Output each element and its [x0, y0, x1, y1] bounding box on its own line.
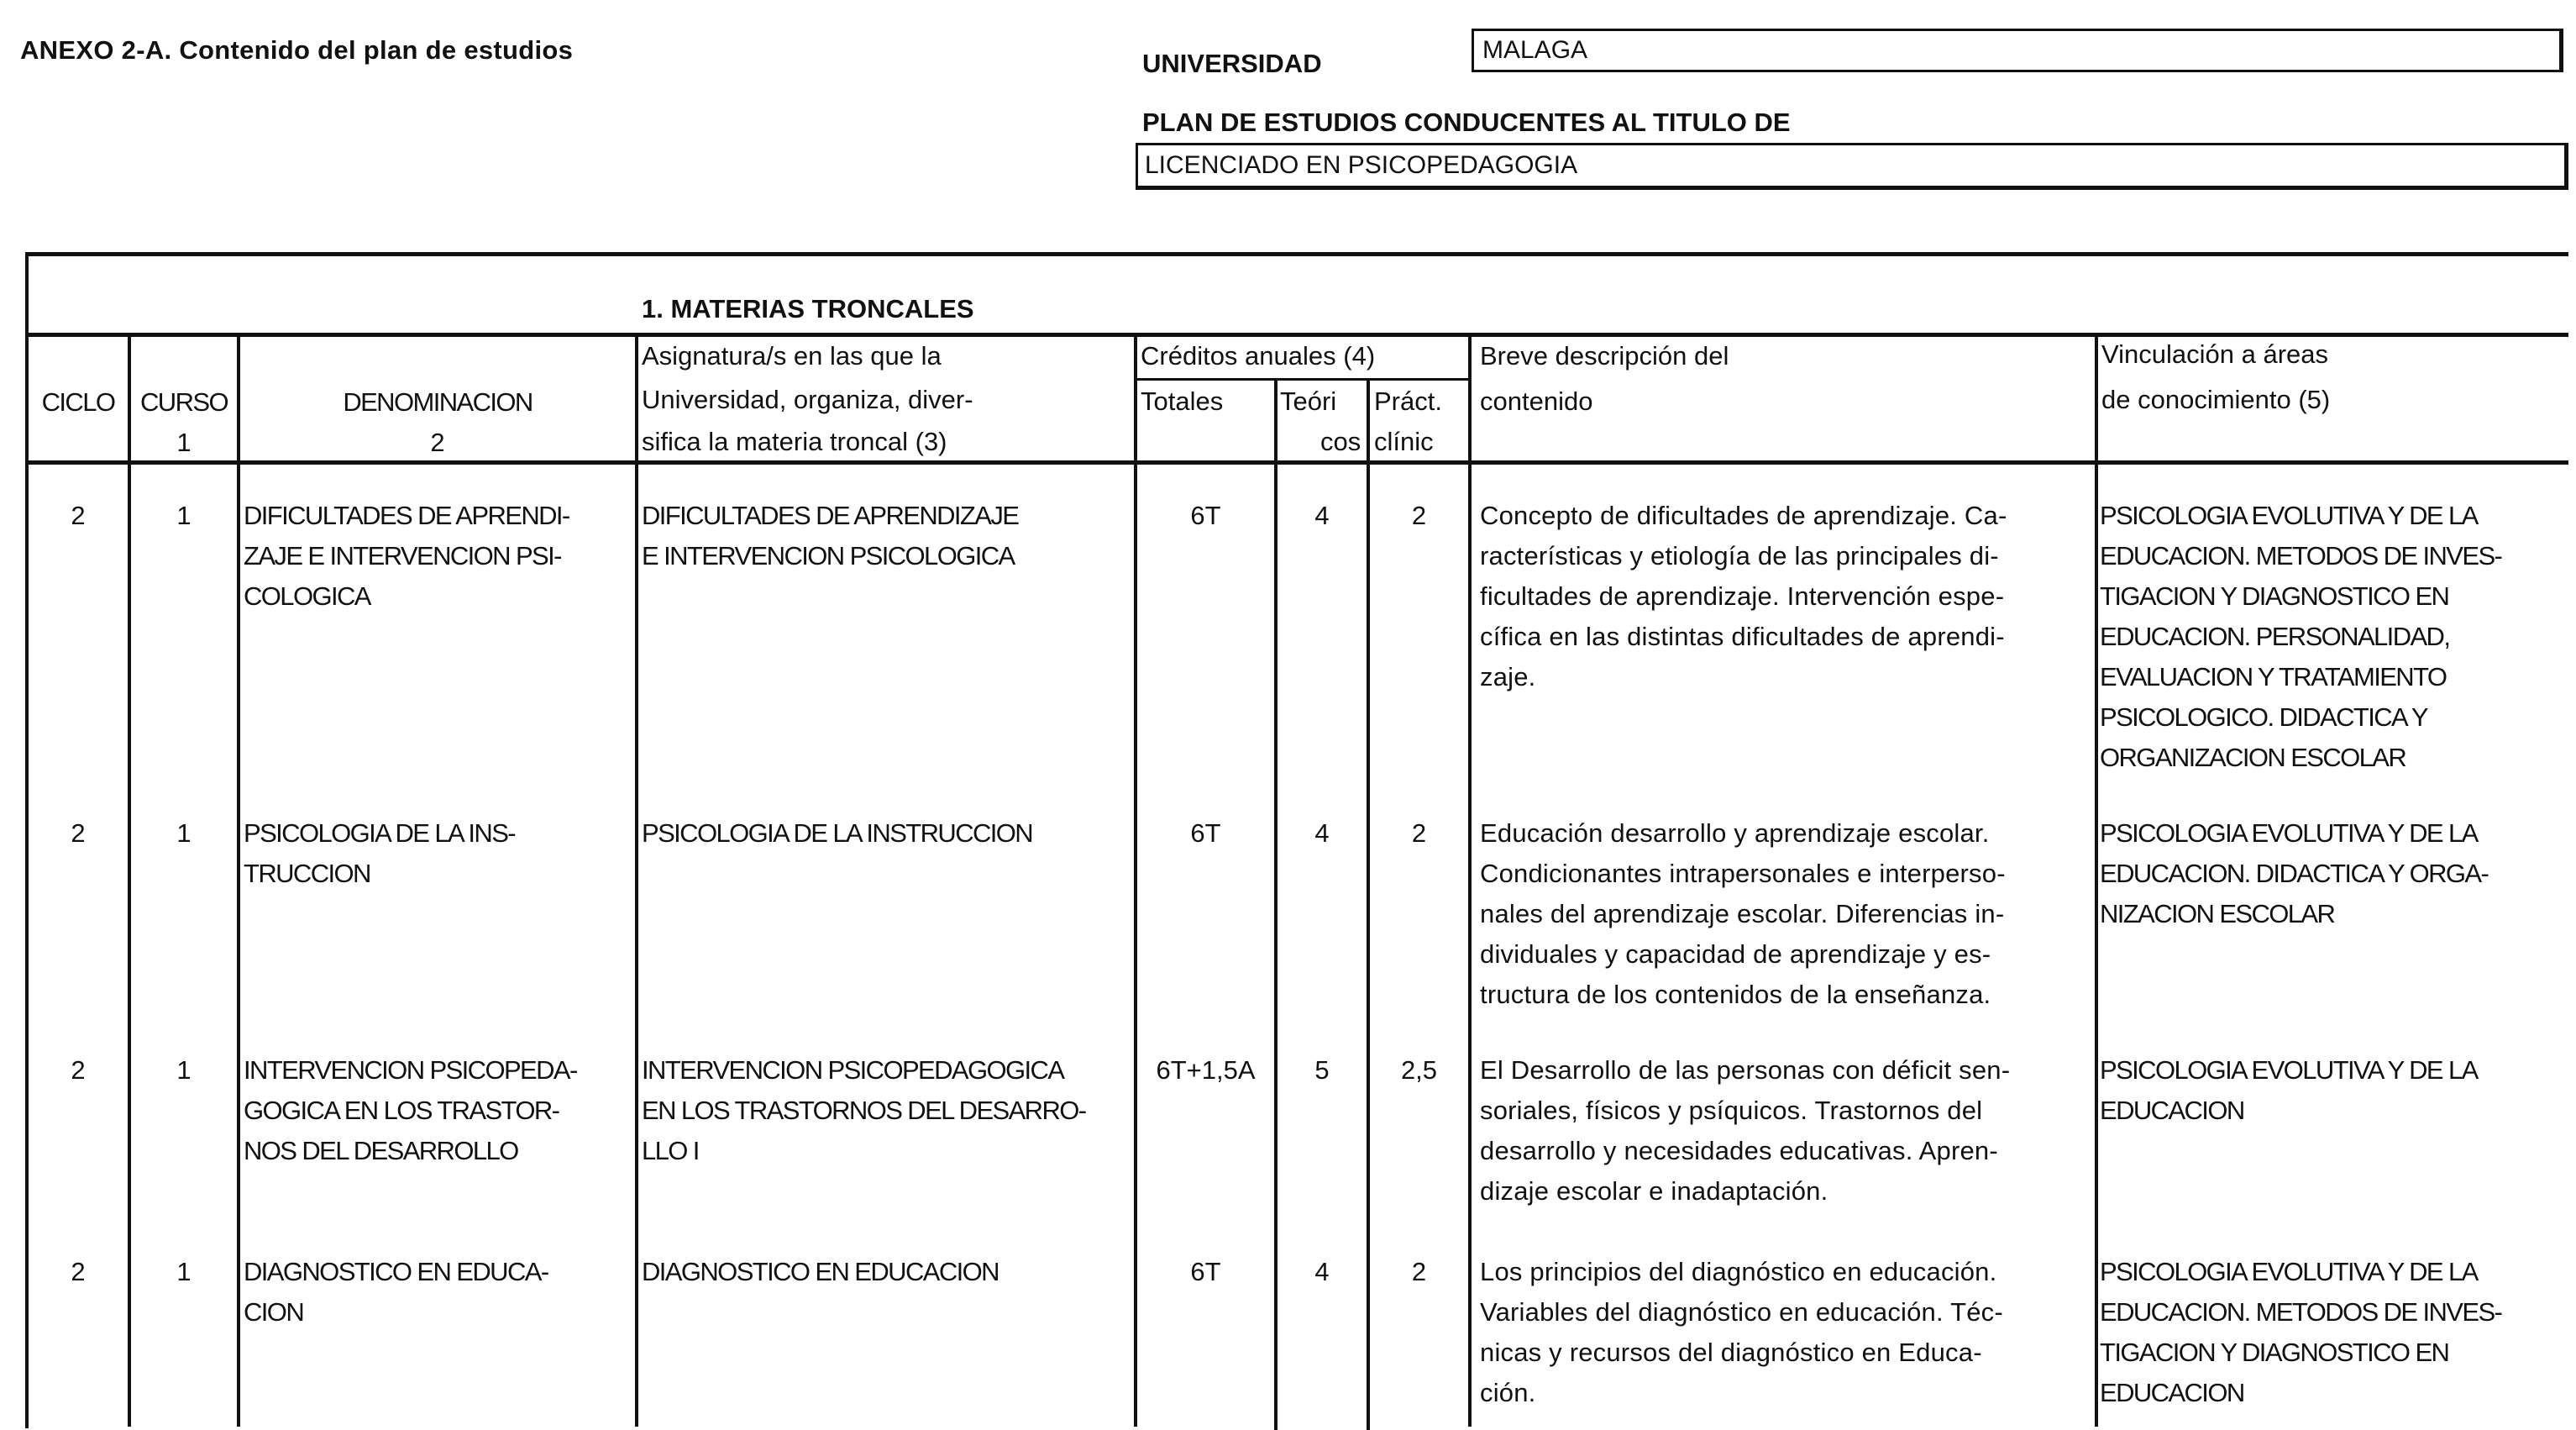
curso-cell: 1 [176, 818, 191, 848]
descripcion-cell-line: El Desarrollo de las personas con déficit sen- [1480, 1055, 2011, 1085]
ciclo-cell: 2 [71, 818, 86, 848]
curso-cell: 1 [176, 1257, 191, 1286]
areas-cell-line: PSICOLOGIA EVOLUTIVA Y DE LA [2100, 818, 2478, 848]
col-header-totales: Totales [1141, 386, 1224, 416]
areas-cell-line: PSICOLOGICO. DIDACTICA Y [2100, 702, 2427, 732]
areas-cell [2100, 813, 2570, 934]
teoricos-cell: 4 [1314, 818, 1330, 848]
denominacion-cell-line: DIFICULTADES DE APRENDI- [244, 501, 569, 530]
university-label: UNIVERSIDAD [1142, 49, 1322, 78]
asignatura-cell [642, 1050, 1132, 1171]
section-title: 1. MATERIAS TRONCALES [642, 294, 974, 323]
denominacion-cell-line: CION [244, 1297, 304, 1327]
areas-cell [2100, 1252, 2570, 1413]
denominacion-cell [244, 1050, 635, 1171]
col-divider-8 [2095, 334, 2098, 1427]
descripcion-cell-line: Condicionantes intrapersonales e interperso- [1480, 859, 2006, 888]
ciclo-cell: 2 [71, 1055, 86, 1085]
asignatura-cell-line: DIFICULTADES DE APRENDIZAJE [642, 501, 1019, 530]
practicos-cell: 2,5 [1400, 1055, 1438, 1085]
areas-cell [2100, 1050, 2570, 1131]
totales-cell: 6T [1190, 1257, 1221, 1286]
ciclo-cell: 2 [71, 501, 86, 530]
descripcion-cell [1480, 496, 2086, 697]
denominacion-cell-line: INTERVENCION PSICOPEDA- [244, 1055, 577, 1085]
asignatura-cell-line: INTERVENCION PSICOPEDAGOGICA [642, 1055, 1064, 1085]
totales-cell: 6T+1,5A [1156, 1055, 1256, 1085]
col-header-practicos-1: Práct. [1374, 386, 1442, 416]
asignatura-cell-line: DIAGNOSTICO EN EDUCACION [642, 1257, 999, 1286]
col-header-breve-2: contenido [1480, 386, 1593, 416]
areas-cell-line: ORGANIZACION ESCOLAR [2100, 743, 2406, 772]
descripcion-cell-line: racterísticas y etiología de las principales di- [1480, 541, 1999, 570]
descripcion-cell-line: soriales, físicos y psíquicos. Trastornos del [1480, 1096, 1983, 1125]
practicos-cell: 2 [1411, 1257, 1427, 1286]
ciclo-cell: 2 [71, 1257, 86, 1286]
curso-cell: 1 [176, 501, 191, 530]
descripcion-cell-line: Educación desarrollo y aprendizaje escolar. [1480, 818, 1990, 848]
asignatura-cell-line: EN LOS TRASTORNOS DEL DESARRO- [642, 1096, 1086, 1125]
descripcion-cell-line: ción. [1480, 1378, 1536, 1407]
col-header-curso-num: 1 [176, 428, 191, 457]
col-divider-2 [237, 334, 240, 1427]
col-header-denominacion-num: 2 [430, 428, 445, 457]
descripcion-cell-line: nicas y recursos del diagnóstico en Educa- [1480, 1338, 1982, 1367]
col-header-creditos: Créditos anuales (4) [1141, 341, 1376, 371]
col-header-curso: CURSO [140, 387, 228, 417]
totales-cell: 6T [1190, 818, 1221, 848]
plan-label: PLAN DE ESTUDIOS CONDUCENTES AL TITULO DE [1142, 108, 1791, 137]
asignatura-cell-line: LLO I [642, 1136, 699, 1165]
col-header-asignatura-1: Asignatura/s en las que la [642, 341, 942, 371]
col-divider-7 [1468, 334, 1472, 1427]
descripcion-cell-line: cífica en las distintas dificultades de aprendi- [1480, 622, 2005, 651]
areas-cell-line: EDUCACION. PERSONALIDAD, [2100, 622, 2450, 651]
asignatura-cell-line: PSICOLOGIA DE LA INSTRUCCION [642, 818, 1033, 848]
areas-cell-line: EDUCACION [2100, 1096, 2244, 1125]
areas-cell-line: PSICOLOGIA EVOLUTIVA Y DE LA [2100, 1055, 2478, 1085]
curso-cell: 1 [176, 1055, 191, 1085]
descripcion-cell-line: dizaje escolar e inadaptación. [1480, 1176, 1828, 1206]
areas-cell [2100, 496, 2570, 778]
annex-title: ANEXO 2-A. Contenido del plan de estudios [20, 35, 574, 65]
col-header-practicos-2: clínic [1374, 427, 1434, 456]
areas-cell-line: EDUCACION. METODOS DE INVES- [2100, 541, 2502, 570]
areas-cell-line: TIGACION Y DIAGNOSTICO EN [2100, 581, 2449, 611]
denominacion-cell-line: NOS DEL DESARROLLO [244, 1136, 518, 1165]
plan-field: LICENCIADO EN PSICOPEDAGOGIA [1136, 143, 2568, 190]
denominacion-cell [244, 813, 635, 894]
col-header-teoricos-2: cos [1320, 427, 1361, 456]
descripcion-cell [1480, 1252, 2086, 1413]
teoricos-cell: 5 [1314, 1055, 1330, 1085]
descripcion-cell-line: dividuales y capacidad de aprendizaje y es- [1480, 939, 1991, 969]
descripcion-cell [1480, 1050, 2086, 1212]
descripcion-cell-line: ficultades de aprendizaje. Intervención espe- [1480, 581, 2005, 611]
teoricos-cell: 4 [1314, 501, 1330, 530]
denominacion-cell [244, 496, 635, 617]
col-header-asignatura-3: sifica la materia troncal (3) [642, 427, 947, 456]
col-header-ciclo: CICLO [41, 387, 115, 417]
asignatura-cell-line: E INTERVENCION PSICOLOGICA [642, 541, 1015, 570]
asignatura-cell [642, 813, 1132, 854]
denominacion-cell-line: ZAJE E INTERVENCION PSI- [244, 541, 561, 570]
descripcion-cell-line: Variables del diagnóstico en educación. Téc- [1480, 1297, 2003, 1327]
practicos-cell: 2 [1411, 818, 1427, 848]
descripcion-cell-line: Concepto de dificultades de aprendizaje. Ca- [1480, 501, 2007, 530]
areas-cell-line: PSICOLOGIA EVOLUTIVA Y DE LA [2100, 1257, 2478, 1286]
denominacion-cell-line: COLOGICA [244, 581, 370, 611]
totales-cell: 6T [1190, 501, 1221, 530]
descripcion-cell-line: nales del aprendizaje escolar. Diferencias in- [1480, 899, 2005, 928]
university-field: MALAGA [1472, 29, 2563, 72]
col-header-teoricos-1: Teóri [1280, 386, 1337, 416]
teoricos-cell: 4 [1314, 1257, 1330, 1286]
areas-cell-line: EDUCACION. METODOS DE INVES- [2100, 1297, 2502, 1327]
areas-cell-line: PSICOLOGIA EVOLUTIVA Y DE LA [2100, 501, 2478, 530]
areas-cell-line: NIZACION ESCOLAR [2100, 899, 2335, 928]
col-header-asignatura-2: Universidad, organiza, diver- [642, 385, 973, 414]
descripcion-cell-line: tructura de los contenidos de la enseñanza. [1480, 980, 1991, 1009]
descripcion-cell-line: Los principios del diagnóstico en educación. [1480, 1257, 1997, 1286]
descripcion-cell-line: desarrollo y necesidades educativas. Apren- [1480, 1136, 1998, 1165]
descripcion-cell-line: zaje. [1480, 662, 1536, 691]
col-header-vinculacion-1: Vinculación a áreas [2101, 339, 2328, 369]
areas-cell-line: TIGACION Y DIAGNOSTICO EN [2100, 1338, 2449, 1367]
denominacion-cell-line: TRUCCION [244, 859, 370, 888]
denominacion-cell [244, 1252, 635, 1333]
denominacion-cell-line: GOGICA EN LOS TRASTOR- [244, 1096, 559, 1125]
descripcion-cell [1480, 813, 2086, 1015]
areas-cell-line: EDUCACION. DIDACTICA Y ORGA- [2100, 859, 2489, 888]
asignatura-cell [642, 1252, 1132, 1292]
areas-cell-line: EDUCACION [2100, 1378, 2244, 1407]
creditos-rule [1134, 378, 1470, 381]
col-header-vinculacion-2: de conocimiento (5) [2101, 385, 2331, 414]
col-divider-3 [635, 334, 638, 1427]
col-header-denominacion: DENOMINACION [343, 387, 533, 417]
asignatura-cell [642, 496, 1132, 576]
col-header-breve-1: Breve descripción del [1480, 341, 1729, 371]
denominacion-cell-line: PSICOLOGIA DE LA INS- [244, 818, 516, 848]
areas-cell-line: EVALUACION Y TRATAMIENTO [2100, 662, 2447, 691]
practicos-cell: 2 [1411, 501, 1427, 530]
denominacion-cell-line: DIAGNOSTICO EN EDUCA- [244, 1257, 548, 1286]
